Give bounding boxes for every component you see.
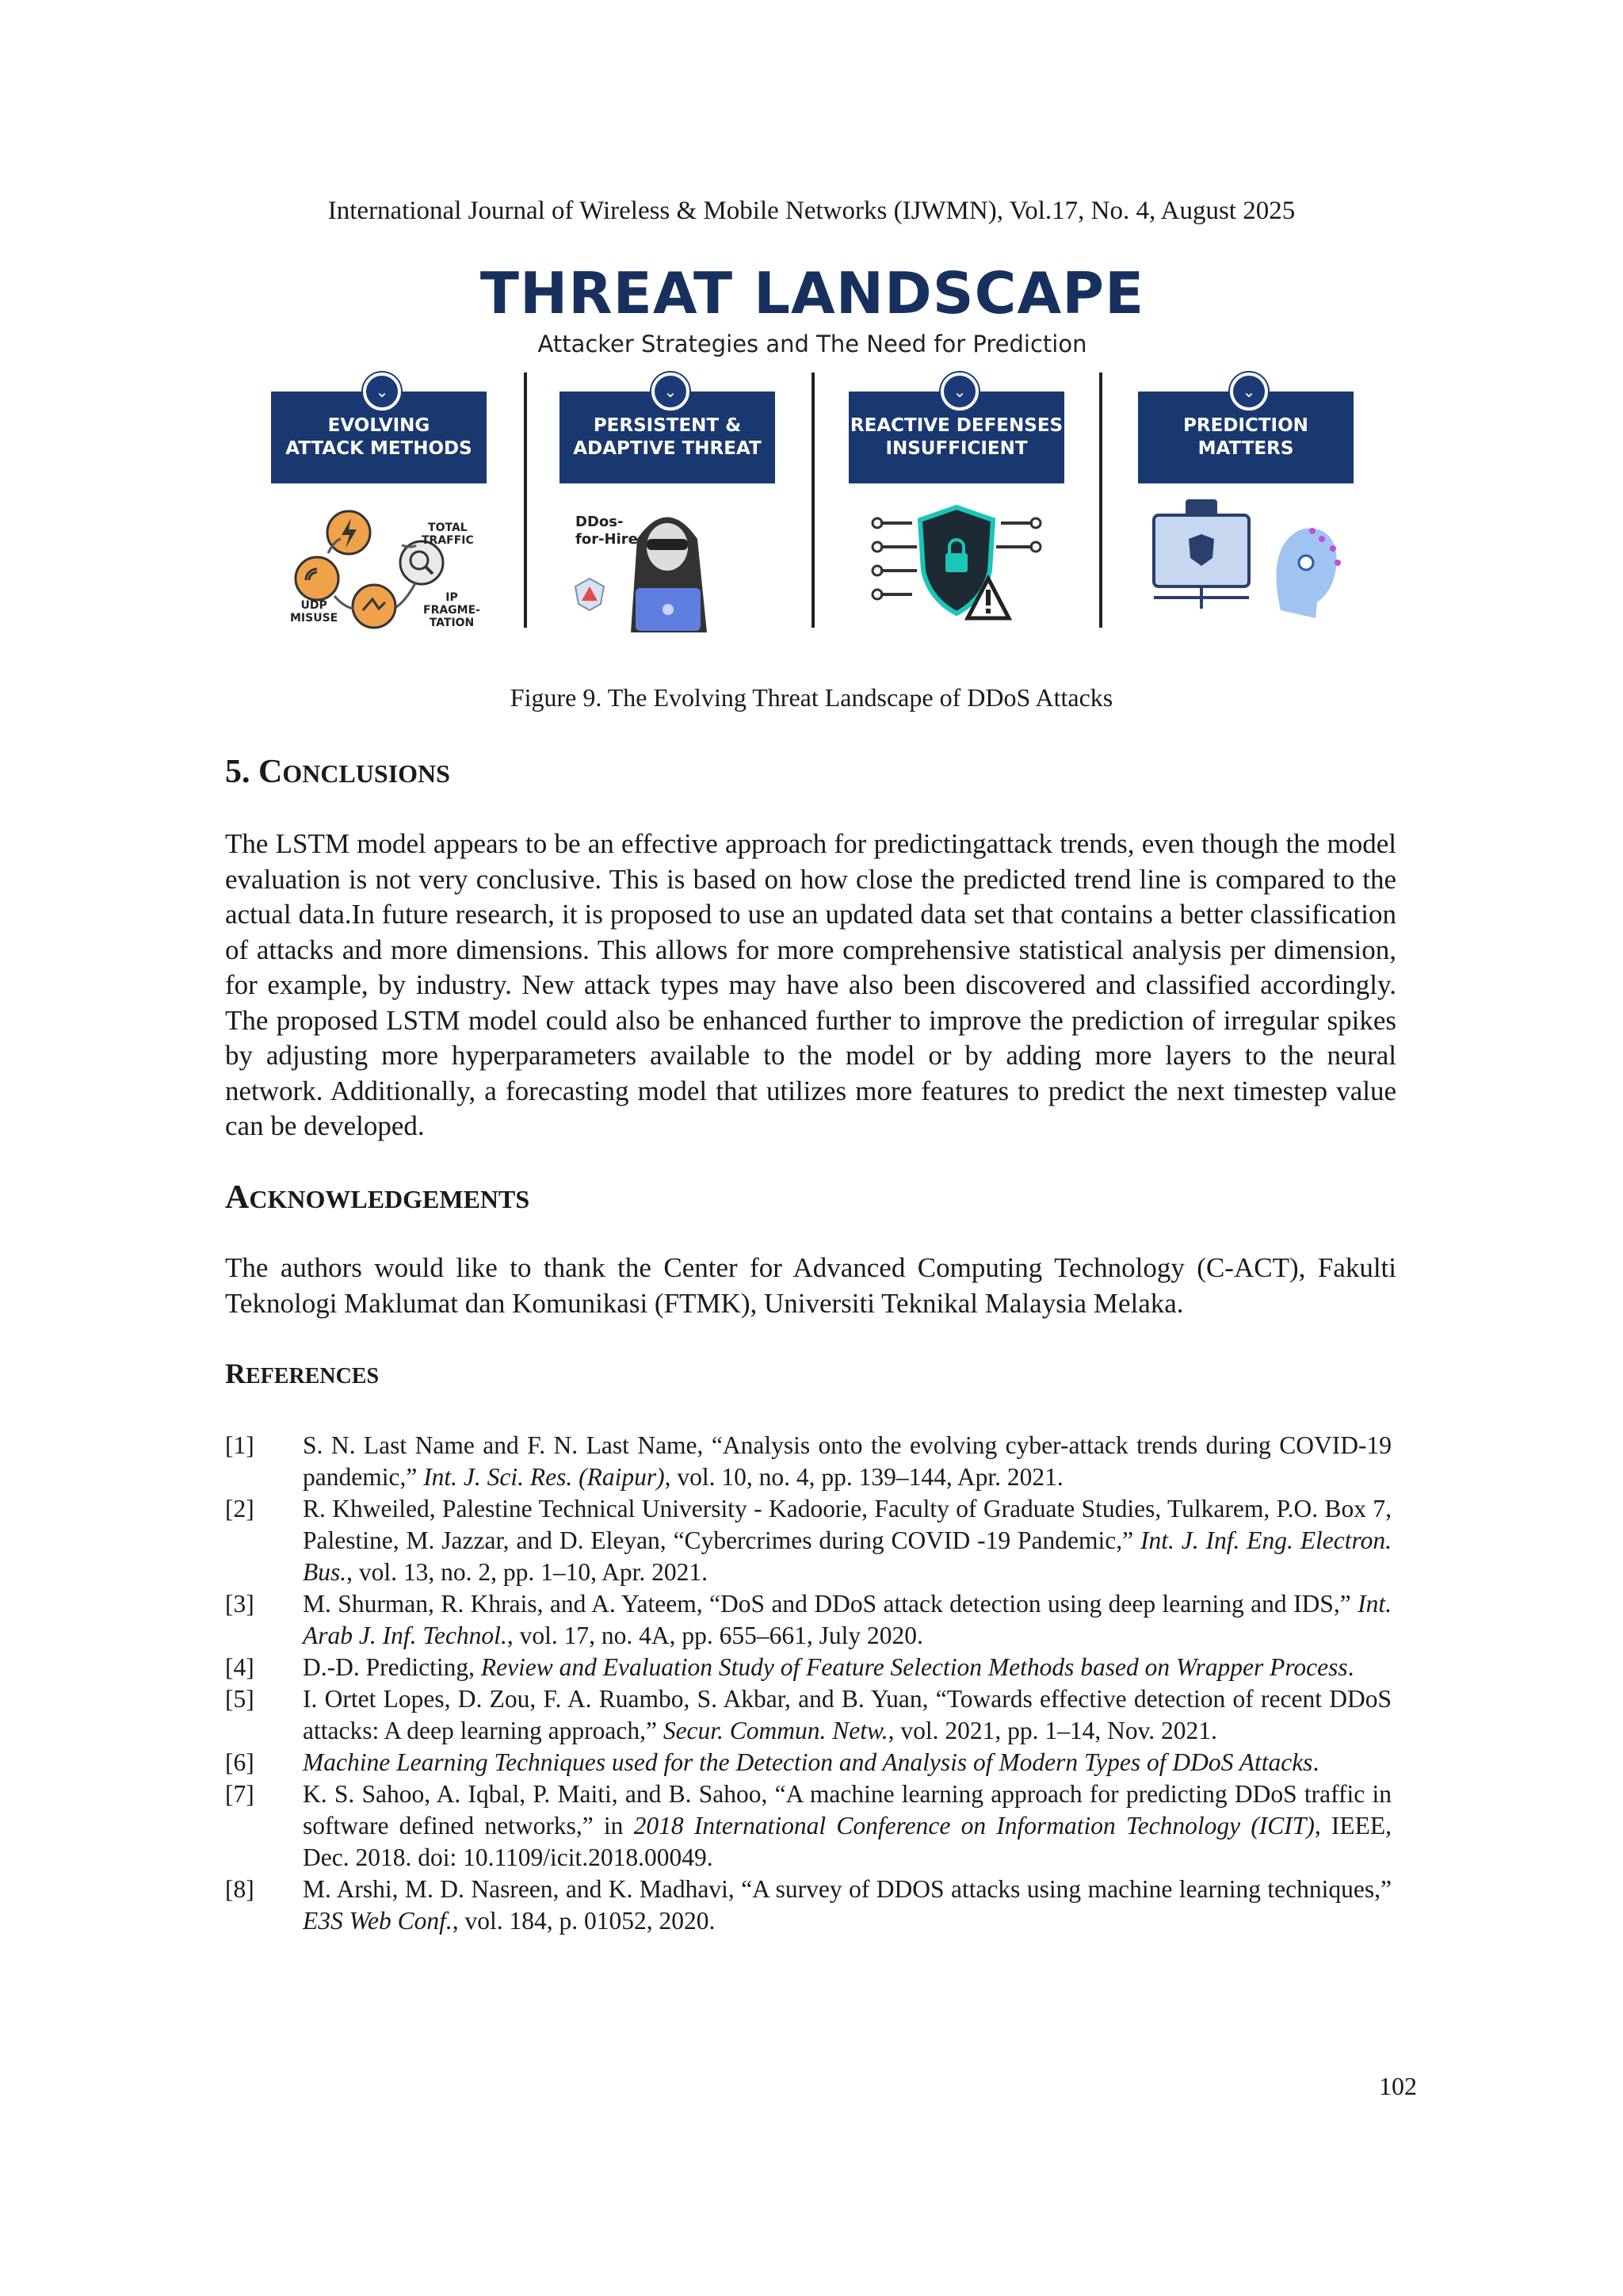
reference-number: [7] [225,1780,254,1808]
running-header: International Journal of Wireless & Mobile Networks (IJWMN), Vol.17, No. 4, August 2025 [327,197,1296,225]
chevron-down-icon: ⌄ [1230,372,1268,411]
reference-number: [6] [225,1748,254,1776]
label-total: TOTAL [428,521,468,534]
label-tation: TATION [429,617,475,629]
reference-details: , vol. 13, no. 2, pp. 1–10, Apr. 2021. [346,1558,708,1586]
reference-details: . [1347,1653,1354,1681]
figure-subtitle: Attacker Strategies and The Need for Prediction [537,330,1087,357]
reference-venue: Machine Learning Techniques used for the Detection and Analysis of Modern Types of DDoS Attacks [303,1748,1313,1776]
reference-number: [4] [225,1653,254,1681]
figure-caption: Figure 9. The Evolving Threat Landscape of DDoS Attacks [510,683,1113,712]
figure-title: THREAT LANDSCAPE [479,260,1145,327]
reference-text: R. Khweiled, Palestine Technical University - Kadoorie, Faculty of Graduate Studies, Tulkarem, P.O. Box 7, Palestine, M. Jazzar, and D. Eleyan, “Cybercrimes during COVID -19 Pandemic,” [303,1495,1392,1554]
banner-line: ATTACK METHODS [285,438,472,459]
label-fragme: FRAGME- [423,604,480,617]
reference-venue: 2018 International Conference on Information Technology (ICIT) [633,1812,1315,1839]
heading-rest: CKNOWLEDGEMENTS [249,1185,530,1213]
reference-number: [3] [225,1590,254,1618]
heading-initial: C [258,754,283,790]
reference-venue: Int. Arab J. Inf. Technol. [303,1590,1392,1649]
reference-item [225,1588,1392,1652]
reference-text: M. Shurman, R. Khrais, and A. Yateem, “DoS and DDoS attack detection using deep learning and IDS,” [303,1590,1358,1618]
reference-number: [8] [225,1875,254,1903]
panel-evolving-attack-methods [271,372,487,634]
reference-venue: Int. J. Inf. Eng. Electron. Bus. [303,1526,1392,1586]
panel-divider [524,372,527,628]
chevron-down-icon: ⌄ [363,372,401,411]
acknowledgements-paragraph: The authors would like to thank the Center for Advanced Computing Technology (C-ACT), Fakulti Teknologi Maklumat dan Komunikasi (FTMK), Universiti Teknikal Malaysia Melaka. [225,1252,1396,1319]
banner-line: ADAPTIVE THREAT [573,438,762,459]
acknowledgements-heading [225,1179,529,1217]
label-udp: UDP [300,599,327,612]
reference-details: , vol. 2021, pp. 1–14, Nov. 2021. [888,1717,1217,1744]
panel-reactive-defenses [849,372,1064,634]
label-misuse: MISUSE [290,612,338,625]
reference-number: [5] [225,1685,254,1713]
banner-line: EVOLVING [327,415,430,436]
reference-number: [2] [225,1495,254,1522]
shield-warning-icon [849,491,1064,634]
reference-text: M. Arshi, M. D. Nasreen, and K. Madhavi, “A survey of DDOS attacks using machine learning techniques,” [303,1875,1392,1903]
reference-details: , IEEE, Dec. 2018. doi: 10.1109/icit.2018.00049. [303,1812,1392,1871]
heading-initial: R [225,1358,246,1389]
hooded-hacker-icon [559,491,775,634]
reference-item [225,1778,1392,1874]
reference-text: S. N. Last Name and F. N. Last Name, “Analysis onto the evolving cyber-attack trends during COVID-19 pandemic,” [303,1431,1392,1491]
label-traffic: TRAFFIC [422,534,474,547]
reference-details: , vol. 10, no. 4, pp. 139–144, Apr. 2021. [664,1463,1064,1491]
conclusions-paragraph: The LSTM model appears to be an effective approach for predictingattack trends, even though the model evaluation is not very conclusive. This is based on how close the predicted trend line is compared to the actual data.In future research, it is proposed to use an updated data set that contains a better classification of attacks and more dimensions. This allows for more comprehensive statistical analysis per dimension, for example, by industry. New attack types may have also been discovered and classified accordingly. The proposed LSTM model could also be enhanced further to improve the prediction of irregular spikes by adjusting more hyperparameters available to the model or by adding more layers to the neural network. Additionally, a forecasting model that utilizes more features to predict the next timestep value can be developed. [225,828,1396,1141]
reference-details: . [1312,1748,1319,1776]
reference-item [225,1652,1392,1683]
section-number: 5. [225,754,258,790]
reference-details: , vol. 184, p. 01052, 2020. [452,1907,716,1935]
reference-item [225,1747,1392,1778]
reference-item [225,1683,1392,1747]
reference-venue: E3S Web Conf. [303,1907,453,1935]
label-ddos: DDos- [575,514,624,530]
banner-line: REACTIVE DEFENSES [850,415,1064,436]
reference-venue: Int. J. Sci. Res. (Raipur) [423,1463,665,1491]
panel-persistent-adaptive-threat [559,372,775,634]
banner-line: MATTERS [1197,438,1294,459]
panel-divider [812,372,815,628]
reference-details: , vol. 17, no. 4A, pp. 655–661, July 2020. [506,1622,923,1649]
banner-line: INSUFFICIENT [885,438,1028,459]
banner-line: PREDICTION [1183,415,1308,436]
heading-rest: EFERENCES [246,1364,380,1389]
heading-rest: ONCLUSIONS [282,759,450,788]
chevron-down-icon: ⌄ [941,372,979,411]
reference-number: [1] [225,1431,254,1459]
page-number: 102 [1379,2072,1417,2100]
reference-item [225,1874,1392,1937]
label-for-hire: for-Hire [575,531,638,548]
panel-divider [1099,372,1102,628]
chevron-down-icon: ⌄ [651,372,689,411]
reference-item [225,1493,1392,1588]
ai-prediction-icon [1138,491,1354,634]
reference-text: I. Ortet Lopes, D. Zou, F. A. Ruambo, S. Akbar, and B. Yuan, “Towards effective detection of recent DDoS attacks: A deep learning approach,” [303,1685,1392,1744]
reference-venue: Review and Evaluation Study of Feature Selection Methods based on Wrapper Process [480,1653,1348,1681]
heading-initial: A [225,1179,250,1216]
reference-text: K. S. Sahoo, A. Iqbal, P. Maiti, and B. Sahoo, “A machine learning approach for predicting DDoS traffic in software defined networks,” in [303,1780,1392,1839]
reference-item [225,1430,1392,1493]
reference-list [225,1430,1392,1937]
conclusions-heading [225,753,450,791]
panel-prediction-matters [1138,372,1354,634]
references-heading [225,1357,379,1390]
reference-venue: Secur. Commun. Netw. [663,1717,888,1744]
threat-landscape-figure [265,254,1359,642]
banner-line: PERSISTENT & [593,415,742,436]
label-ip: IP [445,591,458,604]
reference-text: D.-D. Predicting, [303,1653,481,1681]
